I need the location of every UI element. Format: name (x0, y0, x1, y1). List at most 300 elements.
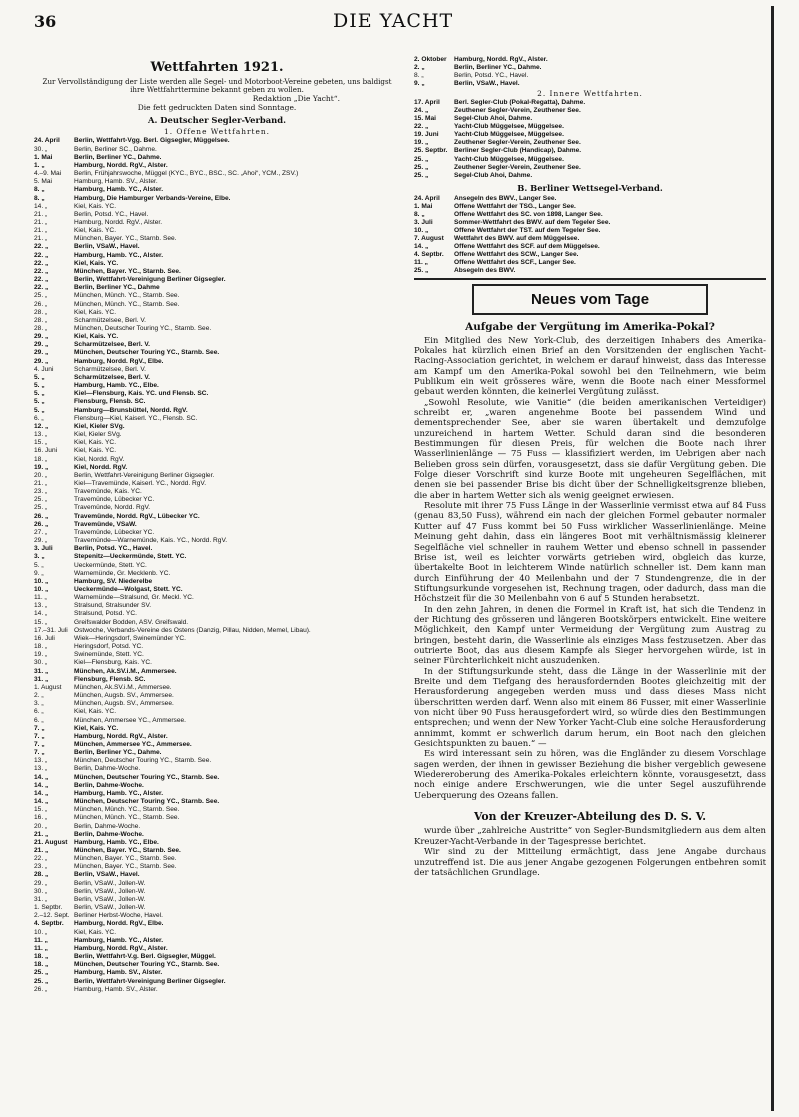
article-paragraph: In der Stiftungsurkunde steht, dass die Länge in der Wasserlinie mit der Breite und dem Tiefgang des herausfordernden Bootes gleichzeitig mit der Herausforderung angegeben werden muss und dass dieses Mass nicht überschritten werden darf. Wenn also mit einem 86 Fusser, mit einer Wasserlinie von nicht über 90 Fuss herausgefordert wird, so würde dies den Bestimmungen entsprechen; und wenn der New Yorker Yacht-Club eine solche Herausforderung annimmt, kommt er schwerlich darum herum, ein Boot nach den gleichen Gesichtspunkten zu bauen.“ — (414, 666, 766, 750)
race-date: 17.–31. Juli (34, 626, 68, 634)
race-list-continued (414, 56, 766, 88)
race-date: 1. „ (34, 161, 45, 169)
race-venue: Hamburg, Die Hamburger Verbands-Vereine, Elbe. (74, 194, 231, 202)
section-b-heading: B. Berliner Wettsegel-Verband. (517, 182, 663, 193)
race-venue: Berlin, Dahme-Woche. (74, 765, 141, 773)
race-venue: Kiel, Kais. YC. (74, 724, 119, 732)
race-date: 10. „ (34, 586, 49, 593)
race-row (34, 749, 400, 757)
race-row (34, 814, 400, 822)
race-venue: Travemünde, VSaW. (74, 520, 137, 528)
race-row (34, 553, 400, 561)
race-venue: Scharmützelsee, Berl. V. (74, 373, 150, 381)
race-date: 25. „ (414, 163, 429, 171)
race-date: 6. „ (34, 414, 44, 422)
race-date: 9. „ (34, 569, 44, 577)
inner-races-heading: 2. Innere Wettfahrten. (537, 89, 643, 99)
race-date: 4. Septbr. (414, 250, 444, 258)
race-venue: München, Augsb. SV., Ammersee. (74, 700, 174, 708)
race-row (34, 504, 400, 512)
race-venue: Hamburg, Hamb. SV., Alster. (74, 985, 158, 993)
race-row (34, 610, 400, 618)
race-venue: Hamburg, Hamb. YC., Elbe. (74, 838, 159, 846)
race-date: 28. „ (34, 871, 49, 879)
race-date: 25. „ (414, 171, 429, 179)
race-row (414, 147, 766, 155)
race-date: 8. „ (414, 72, 424, 80)
race-date: 18. „ (34, 961, 49, 969)
race-date: 29. „ (34, 341, 49, 349)
race-date: 16. Juli (34, 634, 55, 642)
race-venue: Zeuthener Segler-Verein, Zeuthener See. (454, 107, 581, 115)
race-date: 24. April (34, 137, 60, 145)
race-venue: Berlin, Wettfahrt-Vereinigung Berliner Gigsegler. (74, 276, 226, 284)
race-venue: Travemünde—Warnemünde, Kais. YC., Nordd. RgV. (74, 537, 228, 545)
race-venue: München, Bayer. YC., Starnb. See. (74, 235, 177, 243)
race-row (34, 700, 400, 708)
race-row (414, 227, 766, 235)
race-venue: Segel-Club Ahoi, Dahme. (454, 115, 533, 123)
race-row (414, 115, 766, 123)
race-row (34, 398, 400, 406)
race-row (34, 252, 400, 260)
race-row (34, 586, 400, 594)
race-date: 22. „ (34, 855, 48, 863)
article-paragraph: Wir sind zu der Mitteilung ermächtigt, dass jene Angabe durchaus unzutreffend ist. Die aus jener Angabe gezogenen Folgerungen entbehren somit der tatsächlichen Grundlage. (414, 847, 766, 879)
race-date: 4. Juni (34, 365, 54, 373)
running-header: DIE YACHT (333, 10, 454, 32)
race-row (414, 211, 766, 219)
race-row (34, 823, 400, 831)
race-venue: Ostwoche, Verbands-Vereine des Ostens (Danzig, Pillau, Nidden, Memel, Libau). (74, 626, 311, 634)
race-date: 19. Juni (414, 131, 439, 139)
race-date: 31. „ (34, 895, 48, 903)
race-row (34, 170, 400, 178)
race-venue: Kiel—Travemünde, Kaiserl. YC., Nordd. RgV. (74, 479, 207, 487)
race-date: 27. „ (34, 528, 48, 536)
race-venue: München, Bayer. YC., Starnb. See. (74, 847, 181, 854)
race-venue: Berlin, VSaW., Jollen-W. (74, 895, 146, 903)
race-row (34, 659, 400, 667)
race-row (34, 880, 400, 888)
race-date: 21. „ (34, 847, 49, 854)
race-row (34, 227, 400, 235)
race-row (34, 619, 400, 627)
race-date: 19. „ (34, 463, 49, 471)
race-venue: Stralsund, Potsd. YC. (74, 610, 137, 618)
race-venue: München, Ak.SV.i.M., Ammersee. (74, 683, 172, 691)
race-date: 11. „ (34, 594, 47, 602)
race-date: 2. „ (34, 692, 44, 700)
race-venue: Segel-Club Ahoi, Dahme. (454, 171, 533, 179)
race-venue: Travemünde, Nordd. RgV. (74, 504, 151, 512)
race-row (414, 235, 766, 243)
race-venue: Yacht-Club Müggelsee, Müggelsee. (454, 123, 564, 131)
race-venue: Berlin, Berliner YC., Dahme. (74, 153, 162, 161)
race-venue: Ueckermünde—Wolgast, Stett. YC. (74, 586, 183, 593)
race-row (34, 415, 400, 423)
race-row (414, 259, 766, 267)
article-paragraph: Ein Mitglied des New York-Club, des derzeitigen Inhabers des Amerika-Pokales hat kürzlich einen Brief an den Vorsitzenden der englischen Yacht-Racing-Association gerichtet, in welchem er darauf hinweist, dass das Interesse am Kampf um den Amerika-Pokal sowohl bei den Teilnehmern, wie beim Publikum ein weit grösseres wäre, wenn die Boote nach einer Messformel gebaut werden könnten, die keinerlei Vergütung zulässt. (414, 335, 766, 398)
race-venue: Berlin, Berliner YC., Dahme. (454, 64, 542, 72)
race-row (34, 268, 400, 276)
race-row (34, 349, 400, 357)
race-venue: Berl. Segler-Club (Pokal-Regatta), Dahme. (454, 99, 586, 107)
race-venue: Hamburg, Hamb. YC., Alster. (74, 251, 164, 259)
race-venue: Offene Wettfahrt der TST. auf dem Tegeler See. (454, 226, 601, 234)
race-row (34, 423, 400, 431)
race-venue: Kiel, Kais. YC. (74, 259, 119, 267)
race-date: 20. „ (34, 822, 48, 830)
race-row (34, 782, 400, 790)
race-venue: Kiel, Kais. YC. (74, 333, 119, 341)
race-date: 22. „ (414, 123, 429, 131)
race-row (34, 684, 400, 692)
race-row (34, 292, 400, 300)
race-row (34, 757, 400, 765)
race-venue: Flensburg, Flensb. SC. (74, 675, 146, 683)
race-date: 4.–9. Mai (34, 170, 62, 178)
race-venue: Yacht-Club Müggelsee, Müggelsee. (454, 131, 564, 139)
race-venue: München, Deutscher Touring YC., Starnb. See. (74, 349, 220, 357)
race-venue: Stralsund, Stralsunder SV. (74, 602, 152, 610)
race-date: 10. „ (34, 577, 49, 585)
race-date: 16. „ (34, 814, 48, 822)
race-venue: Hamburg, Hamb. YC., Alster. (74, 186, 164, 194)
race-venue: München, Deutscher Touring YC., Starnb. See. (74, 961, 220, 969)
race-date: 21. „ (34, 210, 48, 218)
race-row (34, 333, 400, 341)
race-venue: Hamburg, Nordd. RgV., Alster. (74, 161, 168, 169)
race-venue: Offene Wettfahrt des SCF. auf dem Müggelsee. (454, 242, 600, 250)
race-row (34, 708, 400, 716)
race-date: 25. „ (34, 977, 49, 985)
race-venue: Heringsdorf, Potsd. YC. (74, 643, 144, 651)
race-date: 15. „ (34, 618, 48, 626)
race-date: 22. „ (34, 267, 49, 275)
race-venue: Stepenitz—Ueckermünde, Stett. YC. (74, 553, 187, 561)
race-date: 29. „ (34, 357, 49, 365)
race-date: 21. „ (34, 235, 48, 243)
race-date: 11. „ (34, 944, 48, 952)
race-venue: Scharmützelsee, Berl. V. (74, 316, 146, 324)
race-date: 30. „ (34, 887, 48, 895)
race-date: 28. „ (34, 316, 48, 324)
race-venue: Warnemünde—Stralsund, Gr. Meckl. YC. (74, 594, 194, 602)
race-date: 1. Mai (414, 202, 433, 210)
race-date: 14. „ (34, 202, 48, 210)
race-date: 22. „ (34, 243, 49, 251)
race-row (34, 929, 400, 937)
race-date: 30. „ (34, 145, 48, 153)
race-row (34, 896, 400, 904)
race-venue: Berliner Herbst-Woche, Havel. (74, 912, 163, 920)
race-row (34, 521, 400, 529)
race-row (34, 447, 400, 455)
race-date: 22. „ (34, 284, 49, 292)
race-row (34, 374, 400, 382)
race-date: 29. „ (34, 333, 49, 341)
race-date: 14. „ (34, 781, 49, 789)
page-number: 36 (34, 12, 57, 31)
race-venue: Berlin, VSaW., Havel. (74, 243, 140, 251)
race-row (414, 72, 766, 80)
race-venue: Berlin, Berliner SC., Dahme. (74, 145, 157, 153)
race-date: 13. „ (34, 765, 48, 773)
race-date: 29. „ (34, 879, 48, 887)
race-venue: Kiel, Nordd. RgV. (74, 463, 128, 471)
race-date: 7. „ (34, 740, 45, 748)
race-row (34, 178, 400, 186)
race-venue: Travemünde, Kais. YC. (74, 488, 142, 496)
news-box-title: Neues vom Tage (472, 284, 708, 315)
race-row (34, 871, 400, 879)
race-date: 3. „ (34, 700, 44, 708)
race-date: 2.–12. Sept. (34, 912, 70, 920)
race-venue: Yacht-Club Müggelsee, Müggelsee. (454, 155, 564, 163)
race-venue: Sommer-Wettfahrt des BWV. auf dem Tegeler See. (454, 218, 611, 226)
race-date: 17. April (414, 99, 440, 107)
race-row (34, 162, 400, 170)
inner-race-list (414, 99, 766, 179)
race-venue: Kiel, Kais. YC. (74, 439, 117, 447)
race-venue: Berlin, Berliner YC., Dahme. (74, 749, 162, 757)
race-date: 25. „ (34, 292, 48, 300)
race-venue: München, Augsb. SV., Ammersee. (74, 692, 174, 700)
race-date: 25. „ (414, 155, 429, 163)
race-row (34, 953, 400, 961)
race-row (34, 235, 400, 243)
race-row (414, 243, 766, 251)
race-venue: Flensburg, Flensb. SC. (74, 398, 146, 406)
race-row (34, 847, 400, 855)
race-row (34, 472, 400, 480)
race-row (34, 920, 400, 928)
race-date: 14. „ (34, 773, 49, 781)
race-date: 5. „ (34, 382, 45, 390)
race-row (34, 741, 400, 749)
race-row (414, 131, 766, 139)
race-list-left (34, 137, 400, 993)
race-date: 19. „ (414, 139, 429, 147)
race-date: 30. „ (34, 659, 48, 667)
race-venue: Kiel, Kais. YC. (74, 308, 117, 316)
race-venue: Berlin, Potsd. YC., Havel. (74, 210, 149, 218)
race-row (34, 668, 400, 676)
race-venue: Flensburg—Kiel, Kaiserl. YC., Flensb. SC. (74, 414, 198, 422)
race-venue: Offene Wettfahrt des SCW., Langer See. (454, 250, 579, 258)
race-venue: Kiel, Kais. YC. (74, 708, 117, 716)
schedule-note: Die fett gedruckten Daten sind Sonntage. (137, 103, 297, 113)
race-date: 21. August (34, 838, 68, 846)
race-row (34, 537, 400, 545)
race-venue: Berlin, Potsd. YC., Havel. (74, 545, 153, 553)
race-date: 7. „ (34, 732, 45, 740)
race-venue: Hamburg, Nordd. RgV., Elbe. (74, 357, 164, 365)
race-row (34, 863, 400, 871)
race-venue: Berlin, Berliner YC., Dahme (74, 284, 160, 292)
race-row (34, 798, 400, 806)
race-date: 5. Mai (34, 178, 52, 186)
race-row (34, 341, 400, 349)
race-row (34, 594, 400, 602)
race-date: 23. „ (34, 863, 48, 871)
race-date: 21. „ (34, 227, 48, 235)
race-date: 25. „ (34, 969, 49, 977)
race-date: 15. „ (34, 806, 48, 814)
race-venue: Wiek—Heringsdorf, Swinemünder YC. (74, 634, 187, 642)
race-date: 1. August (34, 683, 62, 691)
race-date: 4. Septbr. (34, 920, 64, 928)
race-venue: München, Deutscher Touring YC., Starnb. See. (74, 798, 220, 806)
race-venue: Kiel, Kais. YC. (74, 202, 117, 210)
race-venue: Berlin, Wettfahrt-V.g. Berl. Gigsegler, Müggel. (74, 953, 216, 961)
race-date: 10. „ (414, 226, 429, 234)
race-venue: Ueckermünde, Stett. YC. (74, 561, 147, 569)
race-venue: München, Bayer. YC., Starnb. See. (74, 267, 181, 275)
race-row (34, 651, 400, 659)
race-row (414, 172, 766, 180)
race-row (34, 643, 400, 651)
race-date: 1. Septbr. (34, 904, 63, 912)
race-venue: Berlin, VSaW., Jollen-W. (74, 904, 146, 912)
race-venue: Hamburg, Hamb. YC., Elbe. (74, 382, 159, 390)
race-venue: Scharmützelsee, Berl. V. (74, 365, 146, 373)
race-row (34, 382, 400, 390)
race-row (34, 195, 400, 203)
race-row (34, 260, 400, 268)
article-paragraph: „Sowohl Resolute, wie Vanitie“ (die beiden amerikanischen Verteidiger) schreibt er, „waren angenehme Boote bei passendem Wind und dementsprechender See, aber sie waren übertakelt und demzufolge unzureichend in hartem Wetter. Schuld daran sind die besonderen Bestimmungen für diesen Preis, für welchen die Boote nach ihrer Wasserlinienlänge — 75 Fuss — klassifiziert werden, im Uebrigen aber nach Belieben gross sein dürfen, vorausgesetzt, dass sie dafür Vergütung geben. Die Folge dieser Vorschrift sind kurze Boote mit ungeheuren Segelflächen, mit denen sie bei passender Brise bis dicht über der Schnelligkeitsgrenze blieben, die aber in hartem Wetter sich als wenig geeignet erwiesen. (414, 397, 766, 501)
race-row (34, 774, 400, 782)
race-row (34, 513, 400, 521)
race-venue: München, Deutscher Touring YC., Starnb. See. (74, 325, 212, 332)
race-row (34, 211, 400, 219)
race-row (34, 203, 400, 211)
race-row (34, 480, 400, 488)
race-date: 8. „ (414, 210, 425, 218)
race-date: 25. „ (34, 496, 48, 504)
race-date: 9. „ (414, 80, 425, 88)
race-venue: Travemünde, Lübecker YC. (74, 496, 155, 504)
article-paragraph: wurde über „zahlreiche Austritte“ von Segler-Bundsmitgliedern aus dem alten Kreuzer-Yacht-Verbande in der Tagespresse berichtet. (414, 826, 766, 847)
race-venue: Hamburg, Hamb. SV., Alster. (74, 969, 163, 977)
schedule-title: Wettfahrten 1921. (150, 60, 284, 75)
race-row (34, 904, 400, 912)
race-venue: Hamburg, SV. Niederelbe (74, 577, 153, 585)
race-row (34, 570, 400, 578)
race-row (414, 139, 766, 147)
open-races-heading: 1. Offene Wettfahrten. (164, 127, 270, 137)
race-date: 24. „ (414, 107, 429, 115)
race-row (34, 562, 400, 570)
race-row (34, 937, 400, 945)
race-date: 21. „ (34, 218, 48, 226)
race-row (34, 961, 400, 969)
race-date: 25. „ (34, 504, 48, 512)
race-venue: Hamburg, Nordd. RgV., Alster. (454, 56, 548, 63)
section-a-heading: A. Deutscher Segler-Verband. (147, 115, 287, 126)
race-date: 5. „ (34, 561, 44, 569)
race-row (34, 855, 400, 863)
race-venue: Hamburg, Hamb. YC., Alster. (74, 936, 164, 944)
race-date: 19. „ (34, 651, 48, 659)
race-row (34, 676, 400, 684)
race-row (34, 627, 400, 635)
race-date: 2. „ (414, 64, 425, 72)
race-venue: Travemünde, Nordd. RgV., Lübecker YC. (74, 512, 200, 520)
race-venue: Offene Wettfahrt der TSG., Langer See. (454, 202, 576, 210)
race-date: 18. „ (34, 953, 49, 961)
article-title-kreuzer: Von der Kreuzer-Abteilung des D. S. V. (474, 810, 706, 824)
race-venue: Berlin, VSaW., Jollen-W. (74, 887, 146, 895)
race-row (34, 635, 400, 643)
race-date: 6. „ (34, 716, 44, 724)
race-venue: München, Deutscher Touring YC., Starnb. See. (74, 773, 220, 781)
race-row (34, 390, 400, 398)
race-venue: Hamburg, Hamb. SV., Alster. (74, 178, 158, 186)
race-venue: Hamburg, Hamb. YC., Alster. (74, 789, 164, 797)
article-body-america-cup (414, 336, 766, 801)
race-date: 26. „ (34, 520, 49, 528)
race-date: 13. „ (34, 431, 48, 439)
race-row (34, 602, 400, 610)
race-date: 22. „ (34, 251, 49, 259)
race-date: 8. „ (34, 186, 45, 194)
race-row (34, 439, 400, 447)
race-date: 10. „ (34, 928, 48, 936)
race-row (34, 790, 400, 798)
race-row (34, 888, 400, 896)
race-row (34, 301, 400, 309)
race-row (34, 325, 400, 333)
race-row (34, 945, 400, 953)
race-date: 7. August (414, 234, 444, 242)
race-row (34, 146, 400, 154)
race-date: 31. „ (34, 667, 49, 675)
race-date: 3. Juli (414, 218, 433, 226)
race-row (34, 986, 400, 994)
race-date: 24. April (414, 194, 440, 202)
race-venue: München, Ammersee YC., Ammersee. (74, 740, 192, 748)
race-date: 31. „ (34, 675, 49, 683)
race-venue: Greifswalder Bodden, ASV. Greifswald. (74, 618, 189, 626)
race-venue: Hamburg—Brunsbüttel, Nordd. RgV. (74, 406, 188, 414)
race-date: 5. „ (34, 406, 45, 414)
race-row (34, 692, 400, 700)
race-row (34, 969, 400, 977)
race-venue: Kiel, Kieler SVg. (74, 422, 125, 430)
race-venue: Absegeln des BWV. (454, 267, 516, 275)
race-row (34, 488, 400, 496)
race-venue: Berlin, Potsd. YC., Havel. (454, 72, 529, 80)
race-row (414, 80, 766, 88)
race-row (34, 912, 400, 920)
race-row (34, 186, 400, 194)
race-venue: München, Münch. YC., Starnb. See. (74, 806, 180, 814)
schedule-intro: Zur Vervollständigung der Liste werden alle Segel- und Motorboot-Vereine gebeten, uns baldigst ihre Wettfahrttermine bekannt geben zu wollen. (42, 77, 392, 95)
race-date: 15. „ (34, 439, 48, 447)
race-row (414, 219, 766, 227)
race-row (414, 203, 766, 211)
article-body-kreuzer (414, 826, 766, 879)
race-date: 5. „ (34, 390, 45, 398)
race-date: 2. Oktober (414, 56, 447, 63)
article-title-america-cup: Aufgabe der Vergütung im Amerika-Pokal? (465, 320, 715, 333)
left-column (34, 56, 400, 994)
race-row (34, 765, 400, 773)
race-venue: Kiel—Flensburg, Kais. YC. (74, 659, 152, 667)
race-date: 6. „ (34, 708, 44, 716)
